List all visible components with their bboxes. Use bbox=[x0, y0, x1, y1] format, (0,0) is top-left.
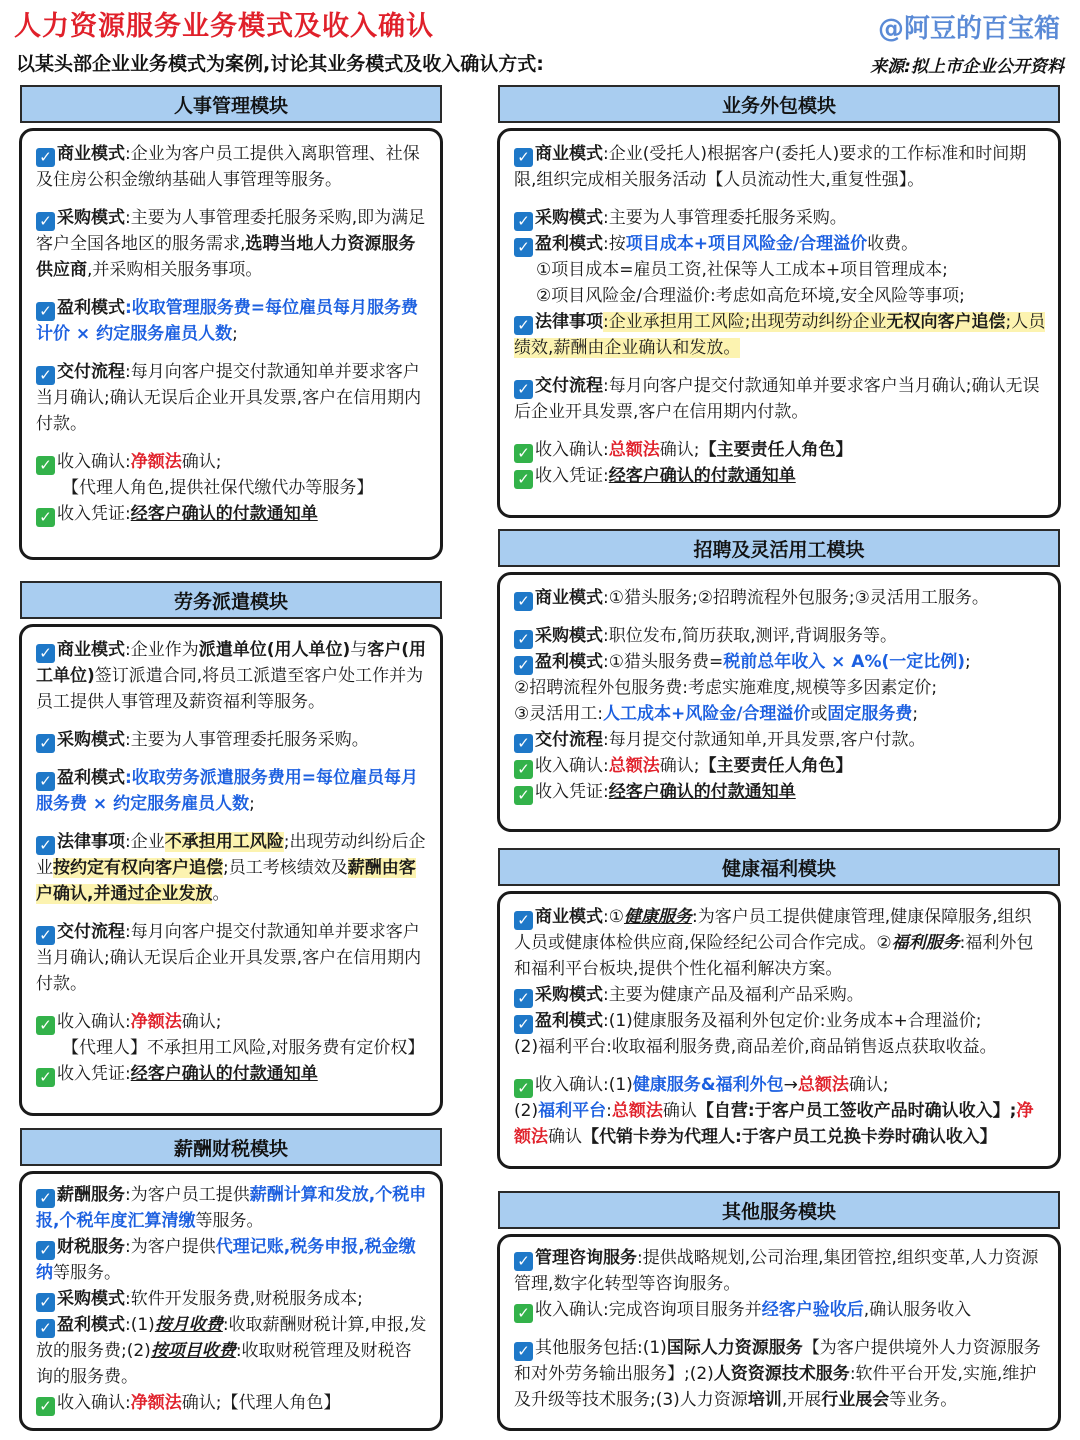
dispatch-biz-model: ✓ 商业模式:企业作为派遣单位(用人单位)与客户(用工单位)签订派遣合同,将员工派遣至客户处工作并为员工提供人事管理及薪资福利等服务。 bbox=[36, 640, 427, 712]
recruit-delivery: ✓ 交付流程:每月提交付款通知单,开具发票,客户付款。 bbox=[514, 727, 1046, 753]
other-services: ✓ 其他服务包括:(1)国际人力资源服务【为客户提供境外人力资源服务和对外劳务输出服务】;(2)人资资源技术服务:软件平台开发,实施,维护及升级等技术服务;(3)人力资源培训,开展行业展会等业务。 bbox=[514, 1338, 1041, 1410]
hr-revenue: ✓ 收入确认:净额法确认; bbox=[36, 449, 428, 475]
outsourcing-profit-sub1: ①项目成本=雇员工资,社保等人工成本+项目管理成本; bbox=[536, 260, 948, 280]
recruit-voucher: ✓ 收入凭证:经客户确认的付款通知单 bbox=[514, 779, 1046, 805]
hr-module-box bbox=[19, 128, 443, 560]
recruit-module-box bbox=[497, 572, 1061, 832]
health-module-header: 健康福利模块 bbox=[498, 848, 1060, 886]
check-icon: ✓ bbox=[36, 1241, 55, 1260]
recruit-profit-model: ✓ 盈利模式:①猎头服务费=税前总年收入 × A%(一定比例); bbox=[514, 649, 1046, 675]
hr-delivery: ✓ 交付流程:每月向客户提交付款通知单并要求客户当月确认;确认无误后企业开具发票,客户在信用期内付款。 bbox=[36, 362, 422, 434]
health-revenue: ✓ 收入确认:(1)健康服务&福利外包→总额法确认; bbox=[514, 1072, 1046, 1098]
payroll-tax-service: ✓ 财税服务:为客户提供代理记账,税务申报,税金缴纳等服务。 bbox=[36, 1237, 416, 1283]
green-check-icon: ✓ bbox=[36, 1397, 55, 1416]
check-icon: ✓ bbox=[514, 592, 533, 611]
hr-biz-model: ✓ 商业模式:企业为客户员工提供入离职管理、社保及住房公积金缴纳基础人事管理等服务。 bbox=[36, 144, 420, 190]
payroll-revenue: ✓ 收入确认:净额法确认;【代理人角色】 bbox=[36, 1390, 428, 1416]
check-icon: ✓ bbox=[36, 1189, 55, 1208]
recruit-procurement: ✓ 采购模式:职位发布,简历获取,测评,背调服务等。 bbox=[514, 623, 1046, 649]
health-profit-model: ✓ 盈利模式:(1)健康服务及福利外包定价:业务成本+合理溢价; bbox=[514, 1008, 1046, 1034]
check-icon: ✓ bbox=[36, 366, 55, 385]
hr-revenue-note: 【代理人角色,提供社保代缴代办等服务】 bbox=[62, 478, 374, 498]
health-profit-sub: (2)福利平台:收取福利服务费,商品差价,商品销售返点获取收益。 bbox=[514, 1037, 997, 1057]
hr-procurement: ✓ 采购模式:主要为人事管理委托服务采购,即为满足客户全国各地区的服务需求,选聘当地人力资源服务供应商,并采购相关服务事项。 bbox=[36, 208, 426, 280]
outsourcing-module-box bbox=[497, 128, 1061, 518]
dispatch-profit-model: ✓ 盈利模式:收取劳务派遣服务费用=每位雇员每月服务费 × 约定服务雇员人数; bbox=[36, 768, 419, 814]
outsourcing-procurement: ✓ 采购模式:主要为人事管理委托服务采购。 bbox=[514, 205, 1046, 231]
page-subtitle: 以某头部企业业务模式为案例,讨论其业务模式及收入确认方式: bbox=[16, 53, 544, 75]
brand-watermark: @阿豆的百宝箱 bbox=[877, 14, 1060, 44]
green-check-icon: ✓ bbox=[514, 760, 533, 779]
health-biz-model: ✓ 商业模式:①健康服务:为客户员工提供健康管理,健康保障服务,组织人员或健康体检供应商,保险经纪公司合作完成。②福利服务:福利外包和福利平台板块,提供个性化福利解决方案。 bbox=[514, 907, 1034, 979]
green-check-icon: ✓ bbox=[514, 1304, 533, 1323]
other-revenue: ✓ 收入确认:完成咨询项目服务并经客户验收后,确认服务收入 bbox=[514, 1297, 1046, 1323]
dispatch-procurement: ✓ 采购模式:主要为人事管理委托服务采购。 bbox=[36, 727, 428, 753]
outsourcing-delivery: ✓ 交付流程:每月向客户提交付款通知单并要求客户当月确认;确认无误后企业开具发票,客户在信用期内付款。 bbox=[514, 376, 1040, 422]
green-check-icon: ✓ bbox=[514, 786, 533, 805]
green-check-icon: ✓ bbox=[36, 1016, 55, 1035]
outsourcing-module-header: 业务外包模块 bbox=[498, 85, 1060, 123]
dispatch-revenue: ✓ 收入确认:净额法确认; bbox=[36, 1009, 428, 1035]
payroll-module-box bbox=[19, 1171, 443, 1431]
check-icon: ✓ bbox=[36, 148, 55, 167]
other-consulting: ✓ 管理咨询服务:提供战略规划,公司治理,集团管控,组织变革,人力资源管理,数字化转型等咨询服务。 bbox=[514, 1248, 1039, 1294]
recruit-biz-model: ✓ 商业模式:①猎头服务;②招聘流程外包服务;③灵活用工服务。 bbox=[514, 585, 1046, 611]
outsourcing-voucher: ✓ 收入凭证:经客户确认的付款通知单 bbox=[514, 463, 1046, 489]
dispatch-module-header: 劳务派遣模块 bbox=[20, 581, 442, 619]
other-module-header: 其他服务模块 bbox=[498, 1191, 1060, 1229]
outsourcing-biz-model: ✓ 商业模式:企业(受托人)根据客户(委托人)要求的工作标准和时间期限,组织完成相关服务活动【人员流动性大,重复性强】。 bbox=[514, 144, 1027, 190]
payroll-salary-service: ✓ 薪酬服务:为客户员工提供薪酬计算和发放,个税申报,个税年度汇算清缴等服务。 bbox=[36, 1185, 427, 1231]
recruit-revenue: ✓ 收入确认:总额法确认;【主要责任人角色】 bbox=[514, 753, 1046, 779]
check-icon: ✓ bbox=[514, 380, 533, 399]
recruit-module-header: 招聘及灵活用工模块 bbox=[498, 529, 1060, 567]
check-icon: ✓ bbox=[514, 734, 533, 753]
source-note: 来源:拟上市企业公开资料 bbox=[870, 57, 1064, 77]
page-title: 人力资源服务业务模式及收入确认 bbox=[14, 11, 434, 42]
check-icon: ✓ bbox=[36, 1293, 55, 1312]
check-icon: ✓ bbox=[514, 630, 533, 649]
check-icon: ✓ bbox=[514, 212, 533, 231]
check-icon: ✓ bbox=[514, 148, 533, 167]
check-icon: ✓ bbox=[514, 989, 533, 1008]
outsourcing-profit-sub2: ②项目风险金/合理溢价:考虑如高危环境,安全风险等事项; bbox=[536, 286, 965, 306]
health-module-box bbox=[497, 891, 1061, 1169]
dispatch-voucher: ✓ 收入凭证:经客户确认的付款通知单 bbox=[36, 1061, 428, 1087]
dispatch-delivery: ✓ 交付流程:每月向客户提交付款通知单并要求客户当月确认;确认无误后企业开具发票,客户在信用期内付款。 bbox=[36, 922, 422, 994]
outsourcing-revenue: ✓ 收入确认:总额法确认;【主要责任人角色】 bbox=[514, 437, 1046, 463]
payroll-profit-model: ✓ 盈利模式:(1)按月收费:收取薪酬财税计算,申报,发放的服务费;(2)按项目收费:收取财税管理及财税咨询的服务费。 bbox=[36, 1315, 427, 1387]
check-icon: ✓ bbox=[36, 836, 55, 855]
check-icon: ✓ bbox=[514, 238, 533, 257]
green-check-icon: ✓ bbox=[514, 1079, 533, 1098]
dispatch-module-box bbox=[19, 624, 443, 1116]
payroll-procurement: ✓ 采购模式:软件开发服务费,财税服务成本; bbox=[36, 1286, 428, 1312]
dispatch-revenue-note: 【代理人】不承担用工风险,对服务费有定价权】 bbox=[62, 1038, 425, 1058]
check-icon: ✓ bbox=[514, 1015, 533, 1034]
check-icon: ✓ bbox=[36, 644, 55, 663]
green-check-icon: ✓ bbox=[514, 470, 533, 489]
check-icon: ✓ bbox=[36, 926, 55, 945]
check-icon: ✓ bbox=[514, 911, 533, 930]
check-icon: ✓ bbox=[514, 656, 533, 675]
check-icon: ✓ bbox=[514, 1342, 533, 1361]
health-procurement: ✓ 采购模式:主要为健康产品及福利产品采购。 bbox=[514, 982, 1046, 1008]
green-check-icon: ✓ bbox=[514, 444, 533, 463]
check-icon: ✓ bbox=[36, 212, 55, 231]
check-icon: ✓ bbox=[36, 734, 55, 753]
hr-module-header: 人事管理模块 bbox=[20, 85, 442, 123]
check-icon: ✓ bbox=[36, 772, 55, 791]
check-icon: ✓ bbox=[36, 302, 55, 321]
outsourcing-legal: ✓ 法律事项:企业承担用工风险;出现劳动纠纷企业无权向客户追偿;人员绩效,薪酬由企业确认和发放。 bbox=[514, 312, 1046, 358]
outsourcing-profit-model: ✓ 盈利模式:按项目成本+项目风险金/合理溢价收费。 bbox=[514, 231, 1046, 257]
hr-profit-model: ✓ 盈利模式:收取管理服务费=每位雇员每月服务费计价 × 约定服务雇员人数; bbox=[36, 298, 419, 344]
hr-voucher: ✓ 收入凭证:经客户确认的付款通知单 bbox=[36, 501, 428, 527]
green-check-icon: ✓ bbox=[36, 456, 55, 475]
recruit-profit-sub2: ③灵活用工:人工成本+风险金/合理溢价或固定服务费; bbox=[514, 704, 919, 724]
check-icon: ✓ bbox=[514, 1252, 533, 1271]
recruit-profit-sub1: ②招聘流程外包服务费:考虑实施难度,规模等多因素定价; bbox=[514, 678, 938, 698]
green-check-icon: ✓ bbox=[36, 508, 55, 527]
green-check-icon: ✓ bbox=[36, 1068, 55, 1087]
dispatch-legal: ✓ 法律事项:企业不承担用工风险;出现劳动纠纷后企业按约定有权向客户追偿;员工考核绩效及薪酬由客户确认,并通过企业发放。 bbox=[36, 832, 426, 904]
other-module-box bbox=[497, 1234, 1061, 1431]
payroll-module-header: 薪酬财税模块 bbox=[20, 1128, 442, 1166]
health-revenue-sub: (2)福利平台:总额法确认【自营:于客户员工签收产品时确认收入】;净额法确认【代销卡券为代理人:于客户员工兑换卡券时确认收入】 bbox=[514, 1101, 1034, 1147]
check-icon: ✓ bbox=[514, 316, 533, 335]
check-icon: ✓ bbox=[36, 1319, 55, 1338]
